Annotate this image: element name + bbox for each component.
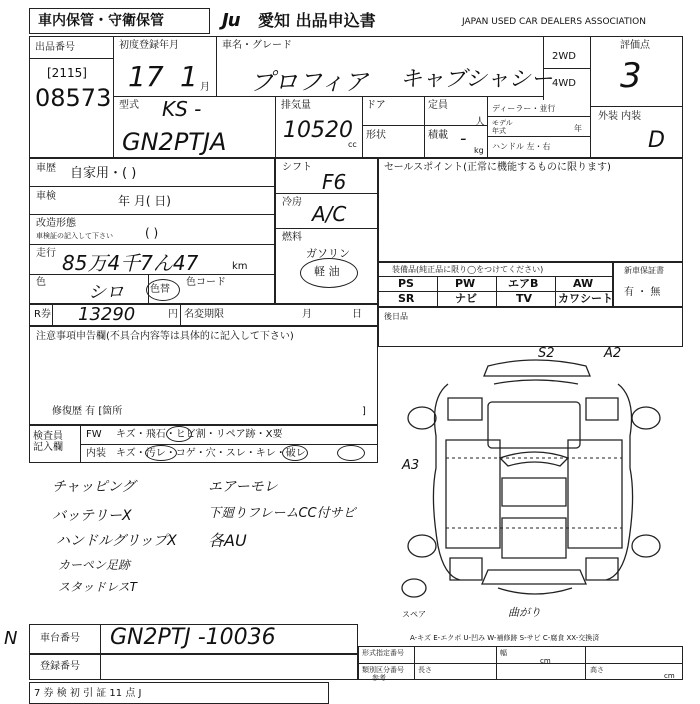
margin-mark: N (4, 628, 18, 649)
circle-wear (282, 445, 308, 461)
color-label: 色 (36, 277, 46, 288)
displacement-value: 10520 (283, 118, 353, 143)
cm-unit-1: cm (540, 657, 551, 665)
lot-sub-number: [2115] (47, 66, 87, 80)
name-change-label: 名変期限 (184, 309, 224, 320)
equip-ps: PS (398, 277, 414, 290)
equip-pw: PW (455, 277, 476, 290)
tax-unit: 円 (168, 309, 178, 320)
color-code-label: 色コード (186, 277, 226, 288)
fuel-gasoline: ガソリン (306, 247, 350, 260)
displacement-label: 排気量 (281, 100, 311, 111)
cm-unit-2: cm (664, 672, 675, 680)
first-registration-label: 初度登録年月 (119, 40, 179, 51)
handwritten-note-6: 各AU (208, 531, 247, 550)
shift-value: F6 (322, 170, 347, 194)
rear-label: 後日品 (384, 312, 408, 321)
diagram-mark-s2: S2 (538, 346, 555, 361)
load-label: 積載 (428, 130, 448, 141)
handwritten-note-2: エアーモレ (208, 479, 278, 495)
tax-label: R券 (34, 309, 51, 320)
diagram-legend: A-キズ E-エクボ U-凹み W-補修跡 S-サビ C-腐食 XX-交換済 (410, 634, 600, 642)
bottom-row-text: 7 券 検 初 引 証 11 点 J (34, 688, 142, 699)
diagram-mark-spare: スペア (402, 610, 426, 619)
exterior-interior-label: 外装 内装 (598, 111, 642, 122)
handwritten-note-5: ハンドルグリップX (56, 533, 177, 549)
equip-airbag: エアB (508, 277, 539, 290)
car-name-label: 車名・グレード (222, 40, 292, 51)
vehicle-damage-diagram (390, 348, 680, 618)
handwritten-note-7: カーペン足跡 (58, 558, 131, 572)
tax-value: 13290 (78, 304, 136, 325)
conversion-bracket: ( ) (145, 226, 159, 240)
mileage-unit: km (232, 261, 248, 272)
registration-year: 17 (128, 60, 164, 93)
form-title: 愛知 出品申込書 (258, 11, 376, 30)
fuel-diesel: 軽 油 (314, 265, 340, 278)
model-code: GN2PTJA (122, 128, 227, 156)
shape-label: 形状 (366, 130, 386, 141)
rear-box (378, 307, 683, 347)
drive-4wd: 4WD (552, 78, 576, 89)
evaluation-label: 評価点 (620, 40, 650, 51)
notes-label: 注意事項申告欄(不具合内容等は具体的に記入して下さい) (36, 331, 294, 342)
lot-number: 08573 (35, 84, 112, 112)
category-label: 類別区分番号 (362, 666, 404, 674)
model-prefix: KS - (162, 97, 202, 121)
type-designation-label: 形式指定番号 (362, 649, 404, 657)
dealer-label: ディーラー・並行 (492, 104, 556, 113)
diagram-mark-a3: A3 (402, 458, 420, 473)
registration-month-unit: 月 (200, 82, 210, 93)
equipment-label: 装備品(純正品に限り◯をつけてください) (392, 265, 544, 274)
lot-number-label: 出品番号 (35, 42, 75, 53)
color-value: シロ (88, 282, 124, 303)
section-title: 車内保管・守衛保管 (38, 13, 164, 29)
equip-navi: ナビ (455, 292, 477, 305)
aircon-label: 冷房 (282, 197, 302, 208)
capacity-label: 定員 (428, 100, 448, 111)
circle-flying-stone (166, 426, 192, 442)
fuel-diesel-circle (300, 258, 358, 288)
capacity-unit: 人 (475, 117, 485, 128)
repair-label: 修復歴 有 [箇所 (52, 406, 123, 417)
load-unit: kg (474, 146, 484, 155)
length-label: 長さ (418, 666, 432, 674)
sales-point-box (378, 158, 683, 262)
mileage-value: 85万4千7ん47 (62, 251, 199, 275)
name-change-day: 日 (352, 309, 362, 320)
displacement-unit: cc (348, 140, 357, 149)
equip-tv: TV (516, 292, 533, 305)
handwritten-note-4: 下廻りフレームCC付サビ (208, 506, 356, 521)
handwritten-note-1: チャッピング (52, 479, 136, 495)
shift-label: シフト (282, 162, 312, 173)
handle-label: ハンドル 左・右 (492, 142, 551, 151)
inspector-row2-tag: 内装 (86, 448, 106, 459)
diagram-mark-a2: A2 (604, 346, 622, 361)
inspector-label: 検査員 記入欄 (33, 431, 63, 453)
inspector-row1-tag: FW (86, 429, 102, 440)
height-label: 高さ (590, 666, 604, 674)
circle-torn (337, 445, 365, 461)
handwritten-note-8: スタッドレスT (58, 580, 137, 594)
interior-score: D (648, 128, 665, 153)
inspection-value: 年 月( 日) (118, 194, 171, 208)
registration-month: 1 (180, 60, 198, 93)
equip-leather-seat: カワシート (558, 292, 613, 305)
load-value: - (460, 128, 467, 149)
equip-aw: AW (573, 277, 594, 290)
conversion-note: 車検証の記入して下さい (36, 232, 113, 240)
model-label: 型式 (119, 100, 139, 111)
chassis-label: 車台番号 (40, 633, 80, 644)
sales-point-label: セールスポイント(正常に機能するものに限ります) (384, 162, 611, 173)
drive-2wd: 2WD (552, 51, 576, 62)
equip-sr: SR (398, 292, 415, 305)
ref-label: 参考 (372, 674, 386, 682)
circle-dirt (145, 445, 177, 461)
conversion-label: 改造形態 (36, 218, 76, 229)
diagram-mark-bend: 曲がり (508, 606, 541, 619)
aircon-value: A/C (312, 202, 347, 226)
evaluation-score: 3 (620, 56, 642, 96)
car-name: プロフィア (250, 68, 369, 96)
registration-number-label: 登録番号 (40, 661, 80, 672)
handwritten-note-3: バッテリーX (52, 508, 132, 524)
fuel-label: 燃料 (282, 232, 302, 243)
warranty-label: 新車保証書 (624, 266, 664, 275)
color-changed-circle (146, 279, 180, 301)
door-label: ドア (366, 100, 386, 111)
mileage-label: 走行 (36, 248, 56, 259)
model-year-unit: 年 (574, 124, 582, 133)
brand-logo: Ju (222, 10, 240, 31)
chassis-value: GN2PTJ -10036 (110, 625, 276, 650)
repair-close: ] (362, 406, 366, 417)
name-change-month: 月 (302, 309, 312, 320)
history-label: 車歴 (36, 163, 56, 174)
association-name: JAPAN USED CAR DEALERS ASSOCIATION (462, 17, 646, 27)
history-value: 自家用・( ) (70, 166, 137, 181)
inspector-row1: キズ・飛石・ヒビ割・リペア跡・X要 (116, 429, 283, 440)
color-changed: 色替 (150, 284, 170, 295)
model-year-label: モデル 年式 (492, 119, 513, 135)
width-label: 幅 (500, 649, 507, 657)
car-grade: キャブシャシー (400, 67, 553, 92)
warranty-value: 有 ・ 無 (624, 287, 661, 298)
inspector-row2: キズ・汚レ・コゲ・穴・スレ・キレ・破レ (116, 448, 306, 459)
inspection-label: 車検 (36, 191, 56, 202)
